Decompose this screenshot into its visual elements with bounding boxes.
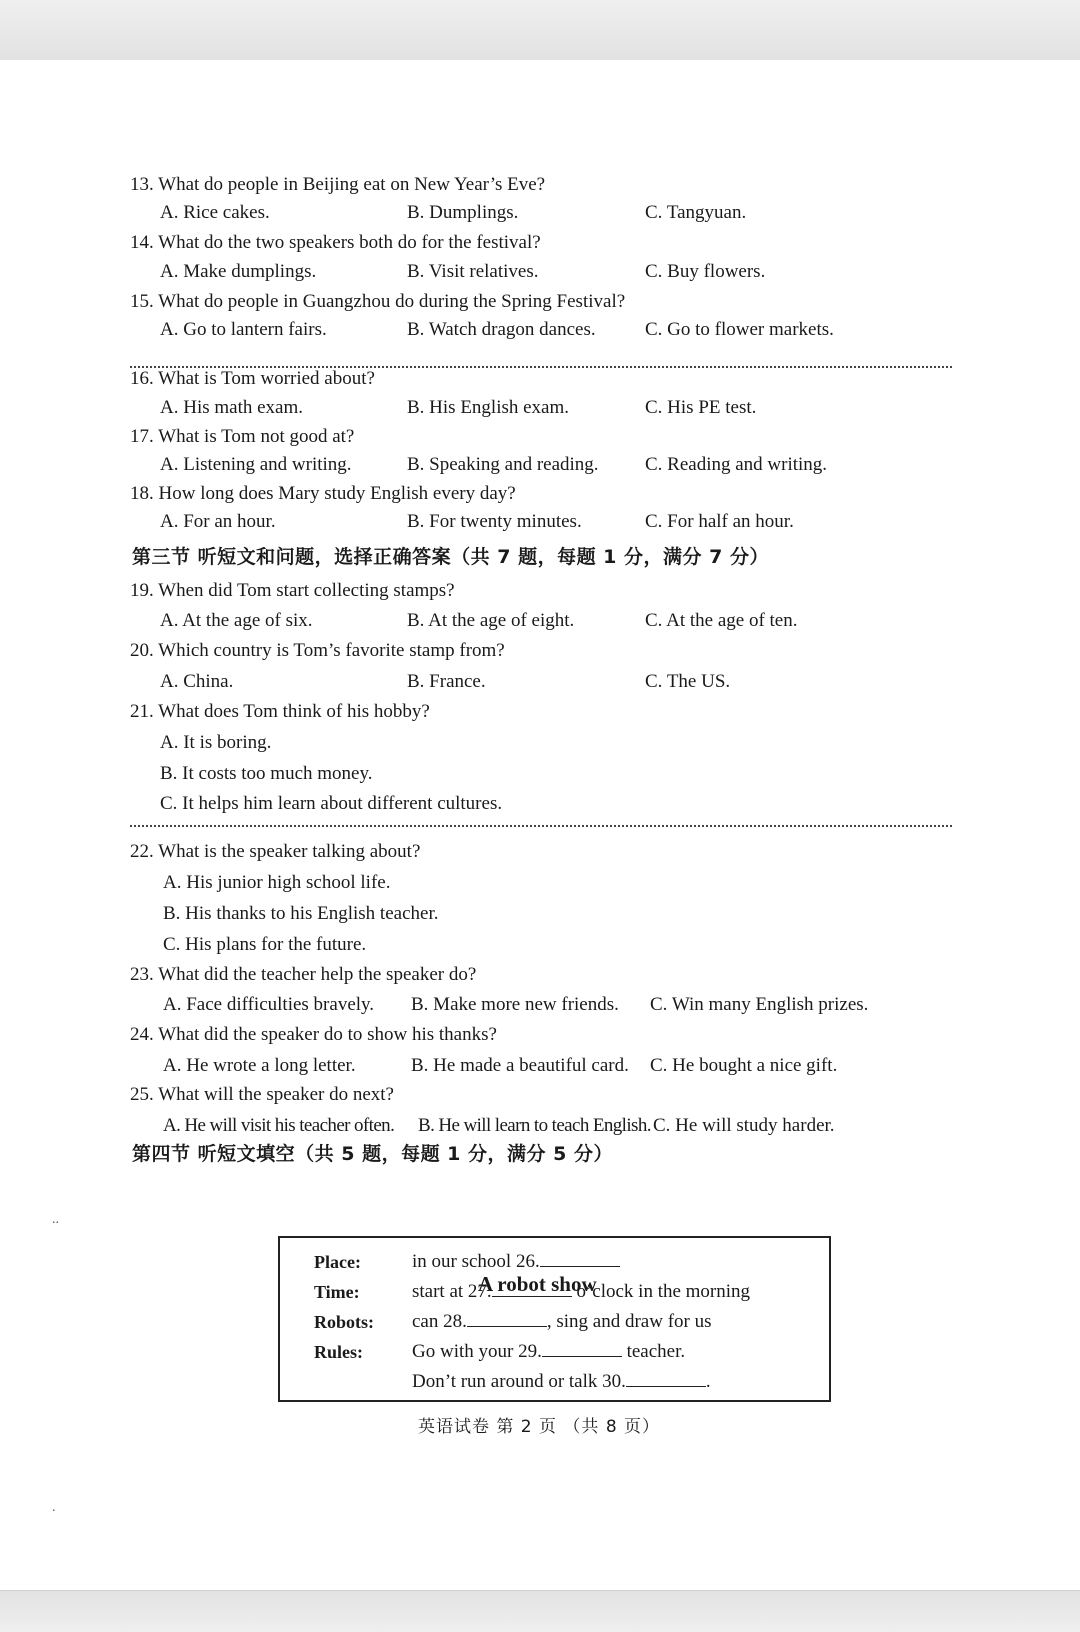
q14-option-b: B. Visit relatives. bbox=[407, 261, 539, 282]
place-label: Place: bbox=[314, 1252, 361, 1272]
q15-option-c: C. Go to flower markets. bbox=[645, 319, 834, 340]
q16-option-c: C. His PE test. bbox=[645, 397, 757, 418]
robot-show-table bbox=[278, 1236, 831, 1402]
place-row bbox=[412, 1250, 620, 1273]
robots-text-after: , sing and draw for us bbox=[546, 1311, 712, 1332]
stray-mark-2: . bbox=[52, 1500, 56, 1515]
question-22: 22. What is the speaker talking about? bbox=[130, 841, 421, 862]
q22-option-c: C. His plans for the future. bbox=[163, 934, 367, 955]
rules2-text-after: . bbox=[705, 1371, 711, 1392]
q18-option-a: A. For an hour. bbox=[160, 511, 276, 532]
q15-option-b: B. Watch dragon dances. bbox=[407, 319, 596, 340]
question-25: 25. What will the speaker do next? bbox=[130, 1084, 394, 1105]
question-13: 13. What do people in Beijing eat on New Year’s Eve? bbox=[130, 174, 546, 195]
q17-option-b: B. Speaking and reading. bbox=[407, 454, 599, 475]
rules-row-1 bbox=[412, 1340, 685, 1363]
top-scan-band bbox=[0, 0, 1080, 61]
rules2-text-before: Don’t run around or talk 30. bbox=[412, 1371, 626, 1392]
blank-29 bbox=[542, 1340, 622, 1357]
section-3-heading: 第三节 听短文和问题，选择正确答案（共 7 题，每题 1 分，满分 7 分） bbox=[132, 546, 769, 568]
dotted-divider-2 bbox=[130, 825, 952, 827]
blank-26 bbox=[540, 1250, 620, 1267]
time-text-after: o’clock in the morning bbox=[571, 1281, 751, 1302]
question-16: 16. What is Tom worried about? bbox=[130, 368, 375, 389]
q19-option-c: C. At the age of ten. bbox=[645, 610, 798, 631]
q24-option-a: A. He wrote a long letter. bbox=[163, 1055, 356, 1076]
question-20: 20. Which country is Tom’s favorite stamp from? bbox=[130, 640, 505, 661]
page-footer: 英语试卷 第 2 页 （共 8 页） bbox=[418, 1417, 661, 1437]
q23-option-c: C. Win many English prizes. bbox=[650, 994, 869, 1015]
place-text: in our school 26. bbox=[412, 1251, 540, 1272]
blank-30 bbox=[626, 1370, 706, 1387]
robots-text-before: can 28. bbox=[412, 1311, 467, 1332]
blank-27 bbox=[492, 1280, 572, 1297]
q25-option-c: C. He will study harder. bbox=[653, 1115, 835, 1136]
q15-option-a: A. Go to lantern fairs. bbox=[160, 319, 327, 340]
q20-option-b: B. France. bbox=[407, 671, 486, 692]
q17-option-c: C. Reading and writing. bbox=[645, 454, 828, 475]
q19-option-b: B. At the age of eight. bbox=[407, 610, 575, 631]
question-17: 17. What is Tom not good at? bbox=[130, 426, 355, 447]
robots-row bbox=[412, 1310, 712, 1333]
question-19: 19. When did Tom start collecting stamps? bbox=[130, 580, 455, 601]
q13-option-b: B. Dumplings. bbox=[407, 202, 519, 223]
q24-option-b: B. He made a beautiful card. bbox=[411, 1055, 629, 1076]
q24-option-c: C. He bought a nice gift. bbox=[650, 1055, 838, 1076]
robots-label: Robots: bbox=[314, 1312, 375, 1332]
rules1-text-after: teacher. bbox=[621, 1341, 686, 1362]
question-14: 14. What do the two speakers both do for the festival? bbox=[130, 232, 541, 253]
rules-row-2 bbox=[412, 1370, 711, 1393]
rules-label: Rules: bbox=[314, 1342, 363, 1362]
question-15: 15. What do people in Guangzhou do during the Spring Festival? bbox=[130, 291, 626, 312]
q16-option-a: A. His math exam. bbox=[160, 397, 304, 418]
q25-option-a: A. He will visit his teacher often. bbox=[163, 1115, 395, 1136]
q20-option-a: A. China. bbox=[160, 671, 234, 692]
q13-option-a: A. Rice cakes. bbox=[160, 202, 270, 223]
q21-option-b: B. It costs too much money. bbox=[160, 763, 373, 784]
time-text-before: start at 27. bbox=[412, 1281, 492, 1302]
robot-show-title: A robot show bbox=[478, 1272, 597, 1296]
q14-option-a: A. Make dumplings. bbox=[160, 261, 317, 282]
q20-option-c: C. The US. bbox=[645, 671, 731, 692]
q21-option-a: A. It is boring. bbox=[160, 732, 272, 753]
question-21: 21. What does Tom think of his hobby? bbox=[130, 701, 430, 722]
q17-option-a: A. Listening and writing. bbox=[160, 454, 352, 475]
q22-option-a: A. His junior high school life. bbox=[163, 872, 391, 893]
rules1-text-before: Go with your 29. bbox=[412, 1341, 542, 1362]
q14-option-c: C. Buy flowers. bbox=[645, 261, 766, 282]
q22-option-b: B. His thanks to his English teacher. bbox=[163, 903, 439, 924]
time-row bbox=[412, 1280, 750, 1303]
q16-option-b: B. His English exam. bbox=[407, 397, 570, 418]
q18-option-b: B. For twenty minutes. bbox=[407, 511, 582, 532]
q23-option-b: B. Make more new friends. bbox=[411, 994, 619, 1015]
bottom-scan-band bbox=[0, 1590, 1080, 1632]
section-4-heading: 第四节 听短文填空（共 5 题，每题 1 分，满分 5 分） bbox=[132, 1143, 613, 1165]
question-18: 18. How long does Mary study English every day? bbox=[130, 483, 516, 504]
q19-option-a: A. At the age of six. bbox=[160, 610, 313, 631]
q13-option-c: C. Tangyuan. bbox=[645, 202, 747, 223]
stray-mark-1: .. bbox=[52, 1212, 59, 1227]
q25-option-b: B. He will learn to teach English. bbox=[418, 1115, 651, 1136]
question-24: 24. What did the speaker do to show his thanks? bbox=[130, 1024, 497, 1045]
question-23: 23. What did the teacher help the speaker do? bbox=[130, 964, 477, 985]
time-label: Time: bbox=[314, 1282, 360, 1302]
q18-option-c: C. For half an hour. bbox=[645, 511, 794, 532]
q21-option-c: C. It helps him learn about different cultures. bbox=[160, 793, 503, 814]
blank-28 bbox=[467, 1310, 547, 1327]
q23-option-a: A. Face difficulties bravely. bbox=[163, 994, 375, 1015]
